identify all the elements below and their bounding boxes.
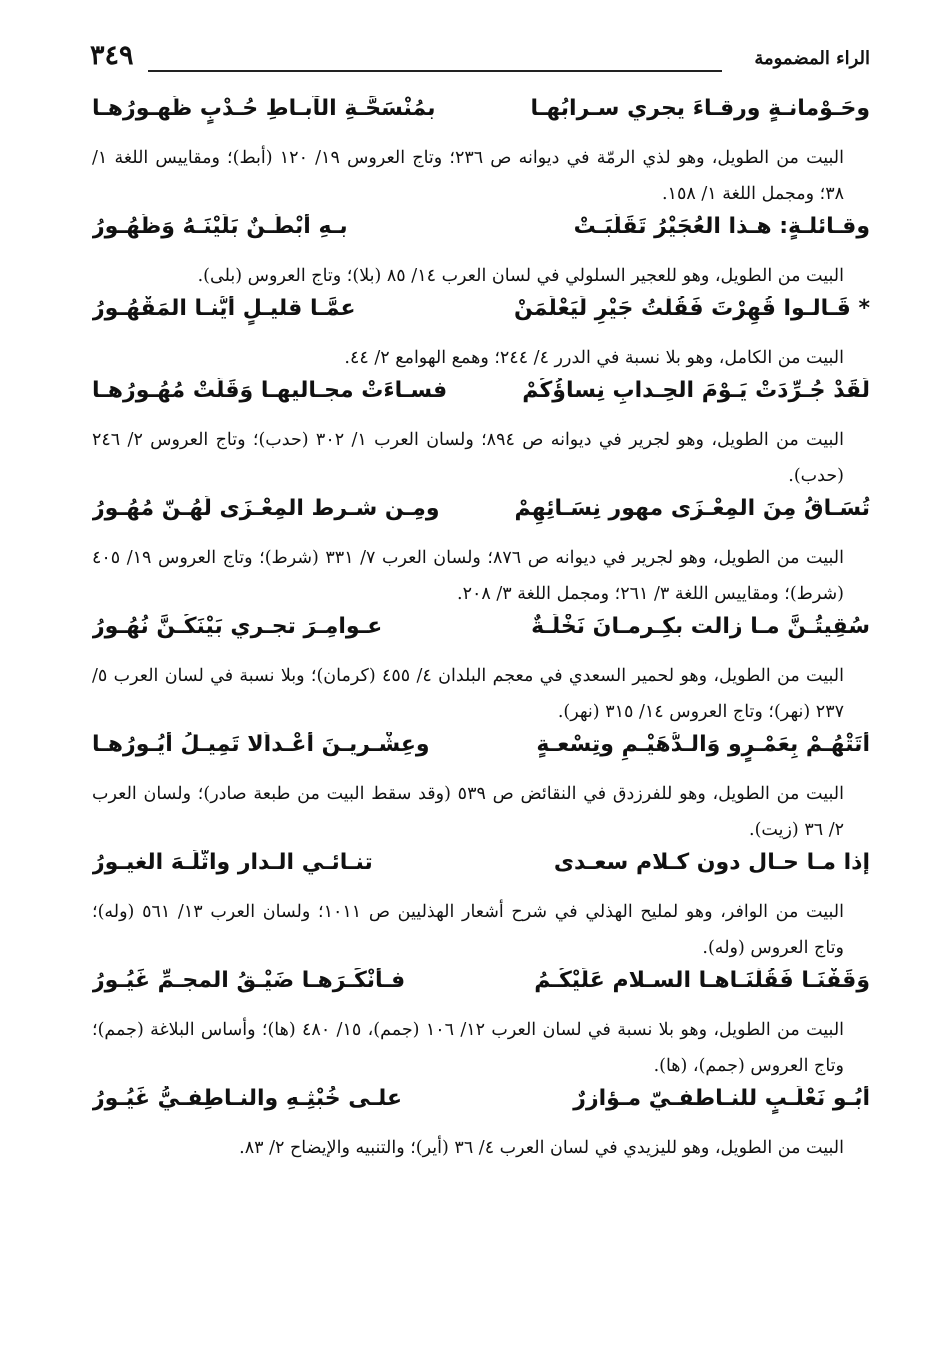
verse-second-hemistich: بـهِ أبْطُـنٌ بَلَيْنَـهُ وَظُهُـورُ	[92, 214, 348, 239]
verse-second-hemistich: علـى خُبْثِـهِ والنـاطِفـيُّ غَيُـورُ	[92, 1086, 402, 1111]
verse-entry	[92, 378, 870, 494]
verse-line	[92, 496, 870, 540]
page-header	[90, 40, 870, 80]
verse-citation: البيت من الطويل، وهو لذي الرمّة في ديوانه ص ٢٣٦؛ وتاج العروس ١٩/ ١٢٠ (أبط)؛ ومقاييس اللغة ١/ ٣٨؛ ومجمل اللغة ١/ ١٥٨.	[92, 148, 845, 204]
verse-citation: البيت من الطويل، وهو لجرير في ديوانه ص ٨٧٦؛ ولسان العرب ٧/ ٣٣١ (شرط)؛ وتاج العروس ١٩/ ٤٠٥ (شرط)؛ ومقاييس اللغة ٣/ ٢٦١؛ ومجمل اللغة ٣/ ٢٠٨.	[92, 548, 844, 604]
verse-first-hemistich: وحَـوْمانـةٍ ورقـاءَ يجري سـرابُهـا	[530, 96, 870, 121]
header-rule	[148, 70, 722, 72]
verse-first-hemistich: وَقَفْنَـا فَقُلْنَـاهـا السـلام عَلَيْكُـمُ	[534, 968, 870, 993]
verse-second-hemistich: تنـائـي الـدار واثَّلَـهَ الغيـورُ	[92, 850, 373, 875]
running-title: الراء المضمومة	[754, 48, 870, 69]
verse-citation: البيت من الطويل، وهو بلا نسبة في لسان العرب ١٢/ ١٠٦ (جمم)، ١٥/ ٤٨٠ (ها)؛ وأساس البلاغة (جمم)؛ وتاج العروس (جمم)، (ها).	[92, 1020, 845, 1076]
verse-entry	[92, 732, 870, 848]
verse-line	[92, 214, 870, 258]
verse-first-hemistich: إذا مـا حـال دون كـلام سعـدى	[553, 850, 870, 875]
verse-marker: *	[858, 296, 870, 321]
verse-first-hemistich: تُسَـاقُ مِنَ المِعْـزَى مهور نِسَـائِهِمْ	[514, 496, 870, 521]
verse-citation: البيت من الطويل، وهو لحمير السعدي في معجم البلدان ٤/ ٤٥٥ (كرمان)؛ وبلا نسبة في لسان العرب ٥/ ٢٣٧ (نهر)؛ وتاج العروس ١٤/ ٣١٥ (نهر).	[92, 666, 844, 722]
verse-first-hemistich: أبُـو نَعْلَـبٍ للنـاطفـيّ مـؤازرٌ	[573, 1086, 870, 1111]
verse-entry	[92, 496, 870, 612]
verse-second-hemistich: عمَّـا قليـلٍ أيُّنـا المَقْهُـورُ	[92, 296, 356, 321]
verse-citation: البيت من الطويل، وهو لليزيدي في لسان العرب ٤/ ٣٦ (أير)؛ والتنبيه والإيضاح ٢/ ٨٣.	[239, 1138, 844, 1158]
verse-line	[92, 1086, 870, 1130]
verse-second-hemistich: ومِـن شـرط المِعْـزَى لَهُـنّ مُهُـورُ	[92, 496, 440, 521]
verse-second-hemistich: عـوامِـرَ تجـري بَيْنَكُـنَّ نُهُـورُ	[92, 614, 383, 639]
verse-first-hemistich	[514, 296, 870, 321]
verse-citation: البيت من الطويل، وهو للعجير السلولي في لسان العرب ١٤/ ٨٥ (بلا)؛ وتاج العروس (بلى).	[197, 266, 844, 286]
verse-entry	[92, 614, 870, 730]
verse-first-hemistich: وقـائلـةٍ: هـذا العُجَيْرُ تَقَلَّبَـتْ	[573, 214, 870, 239]
verse-line	[92, 850, 870, 894]
verse-line	[92, 378, 870, 422]
verse-second-hemistich: فـأنْكَـرَهـا ضَيْـقُ المجـمِّ غَيُـورُ	[92, 968, 406, 993]
verse-first-hemistich: أَتَتْهُـمْ بِعَمْـرٍو وَالـدُّهَيْـمِ وتِسْعـةٍ	[536, 732, 870, 757]
verse-entry	[92, 214, 870, 294]
verse-line	[92, 732, 870, 776]
verse-citation: البيت من الكامل، وهو بلا نسبة في الدرر ٤/ ٢٤٤؛ وهمع الهوامع ٢/ ٤٤.	[344, 348, 844, 368]
verse-line	[92, 968, 870, 1012]
page-number: ٣٤٩	[90, 40, 134, 71]
verse-first-hemistich: سُقِيتُـنَّ مـا زالت بكِـرمـانَ نَخْلَـةٌ	[531, 614, 870, 639]
verse-second-hemistich: فسـاءَتْ مجـاليهـا وَقَلَّتْ مُهُـورُهـا	[92, 378, 448, 403]
verse-first-hemistich-text: قَـالـوا قُهِرْتَ فَقُلْتُ جَيْرِ لَيَعْلَمَنْ	[513, 296, 851, 321]
verse-entry	[92, 968, 870, 1084]
verse-citation: البيت من الوافر، وهو لمليح الهذلي في شرح أشعار الهذليين ص ١٠١١؛ ولسان العرب ١٣/ ٥٦١ (وله)؛ وتاج العروس (وله).	[92, 902, 844, 958]
verse-second-hemistich: بمُنْسَحَّـةِ الآبـاطِ حُـدْبٍ ظُهـورُهـا	[92, 96, 436, 121]
verse-entry	[92, 296, 870, 376]
verse-citation: البيت من الطويل، وهو لجرير في ديوانه ص ٨٩٤؛ ولسان العرب ١/ ٣٠٢ (حدب)؛ وتاج العروس ٢/ ٢٤٦ (حدب).	[92, 430, 844, 486]
verse-line	[92, 296, 870, 340]
page-body	[92, 96, 870, 1168]
verse-second-hemistich: وعِشْـريـنَ أعْـداًلا تَمِيـلُ أُيُـورُهـا	[92, 732, 430, 757]
verse-entry	[92, 96, 870, 212]
verse-citation: البيت من الطويل، وهو للفرزدق في النقائض ص ٥٣٩ (وقد سقط البيت من طبعة صادر)؛ ولسان العرب ٢/ ٣٦ (زيت).	[92, 784, 844, 840]
verse-entry	[92, 850, 870, 966]
verse-line	[92, 96, 870, 140]
verse-line	[92, 614, 870, 658]
verse-entry	[92, 1086, 870, 1166]
verse-first-hemistich: لَقَدْ جُـرِّدَتْ يَـوْمَ الحِـدابِ نِساؤُكُمْ	[522, 378, 870, 403]
